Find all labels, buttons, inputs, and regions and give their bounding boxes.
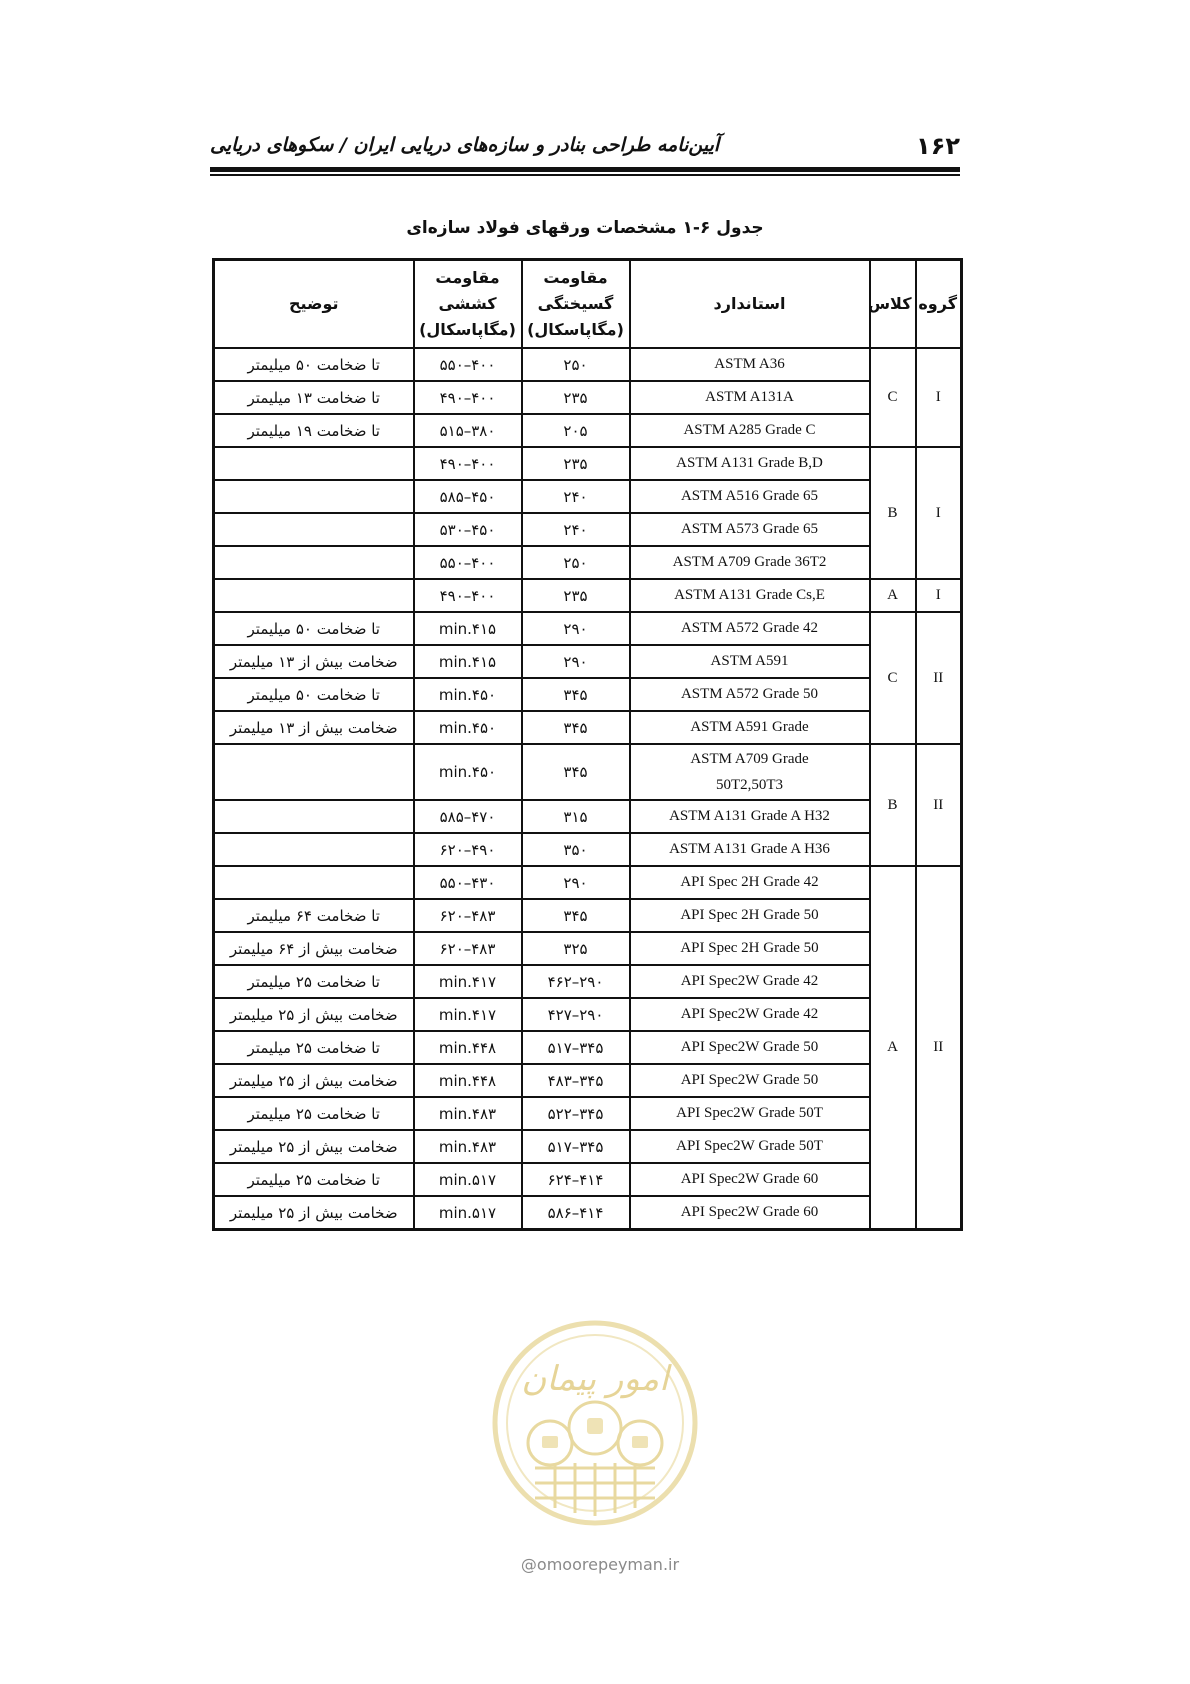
- tensile-cell: ۴۰۰–۵۵۰: [414, 348, 522, 381]
- tensile-cell: min.۴۵۰: [414, 744, 522, 800]
- table-row: [214, 414, 962, 447]
- tensile-cell: ۳۸۰–۵۱۵: [414, 414, 522, 447]
- standard-cell: ASTM A131 Grade A H32: [630, 800, 870, 833]
- yield-cell: ۲۹۰–۴۲۷: [522, 998, 630, 1031]
- note-cell: [214, 866, 414, 899]
- note-cell: [214, 744, 414, 800]
- note-cell: تا ضخامت ۵۰ میلیمتر: [214, 348, 414, 381]
- yield-cell: ۳۴۵: [522, 899, 630, 932]
- standard-cell: API Spec2W Grade 50T: [630, 1097, 870, 1130]
- note-cell: [214, 833, 414, 866]
- standard-cell: ASTM A131 Grade B,D: [630, 447, 870, 480]
- yield-cell: ۲۵۰: [522, 546, 630, 579]
- yield-cell: ۳۴۵–۵۱۷: [522, 1031, 630, 1064]
- yield-cell: ۴۱۴–۵۸۶: [522, 1196, 630, 1230]
- yield-cell: ۳۴۵–۵۱۷: [522, 1130, 630, 1163]
- watermark-url: @omoorepeyman.ir: [520, 1555, 680, 1574]
- tensile-cell: ۴۵۰–۵۳۰: [414, 513, 522, 546]
- standard-cell: ASTM A131A: [630, 381, 870, 414]
- tensile-cell: ۴۰۰–۴۹۰: [414, 381, 522, 414]
- class-cell: A: [870, 579, 916, 612]
- tensile-cell: min.۴۸۳: [414, 1130, 522, 1163]
- table-row: [214, 645, 962, 678]
- tensile-cell: min.۴۱۷: [414, 998, 522, 1031]
- table-row: [214, 1130, 962, 1163]
- tensile-cell: ۴۵۰–۵۸۵: [414, 480, 522, 513]
- yield-cell: ۲۹۰: [522, 645, 630, 678]
- yield-cell: ۳۵۰: [522, 833, 630, 866]
- note-cell: [214, 579, 414, 612]
- table-row: [214, 1031, 962, 1064]
- table-row: [214, 965, 962, 998]
- yield-cell: ۲۹۰: [522, 866, 630, 899]
- table-row: [214, 866, 962, 899]
- tensile-cell: ۴۷۰–۵۸۵: [414, 800, 522, 833]
- tensile-cell: min.۴۴۸: [414, 1031, 522, 1064]
- note-cell: ضخامت بیش از ۶۴ میلیمتر: [214, 932, 414, 965]
- header-rule-thick: [210, 167, 960, 172]
- note-cell: ضخامت بیش از ۱۳ میلیمتر: [214, 645, 414, 678]
- standard-cell: ASTM A36: [630, 348, 870, 381]
- yield-cell: ۲۹۰: [522, 612, 630, 645]
- table-row: [214, 711, 962, 744]
- standard-cell: ASTM A573 Grade 65: [630, 513, 870, 546]
- note-cell: [214, 513, 414, 546]
- watermark-logo: [490, 1318, 700, 1528]
- tensile-cell: min.۴۵۰: [414, 711, 522, 744]
- table-row: [214, 899, 962, 932]
- standard-cell: ASTM A709 Grade 36T2: [630, 546, 870, 579]
- tensile-cell: min.۴۱۷: [414, 965, 522, 998]
- group-cell: II: [916, 866, 962, 1230]
- standard-cell: API Spec2W Grade 42: [630, 998, 870, 1031]
- note-cell: ضخامت بیش از ۲۵ میلیمتر: [214, 1196, 414, 1230]
- standard-cell: API Spec 2H Grade 42: [630, 866, 870, 899]
- table-caption: جدول ۶-۱ مشخصات ورقهای فولاد سازه‌ای: [406, 218, 764, 238]
- tensile-cell: min.۵۱۷: [414, 1163, 522, 1196]
- note-cell: ضخامت بیش از ۲۵ میلیمتر: [214, 998, 414, 1031]
- group-cell: I: [916, 579, 962, 612]
- header-note: توضیح: [214, 260, 414, 349]
- table-row: [214, 998, 962, 1031]
- yield-cell: ۲۹۰–۴۶۲: [522, 965, 630, 998]
- note-cell: [214, 480, 414, 513]
- table-row: [214, 932, 962, 965]
- table-body: [214, 348, 962, 1230]
- standard-cell: ASTM A285 Grade C: [630, 414, 870, 447]
- yield-cell: ۲۵۰: [522, 348, 630, 381]
- table-row: [214, 678, 962, 711]
- note-cell: ضخامت بیش از ۱۳ میلیمتر: [214, 711, 414, 744]
- note-cell: تا ضخامت ۶۴ میلیمتر: [214, 899, 414, 932]
- yield-cell: ۳۴۵: [522, 711, 630, 744]
- yield-cell: ۳۴۵–۵۲۲: [522, 1097, 630, 1130]
- yield-cell: ۳۲۵: [522, 932, 630, 965]
- header-yield: [522, 260, 630, 349]
- class-cell: A: [870, 866, 916, 1230]
- class-cell: C: [870, 348, 916, 447]
- table-row: [214, 1097, 962, 1130]
- note-cell: ضخامت بیش از ۲۵ میلیمتر: [214, 1064, 414, 1097]
- table-row: [214, 1196, 962, 1230]
- header-tensile-text: مقاومت کششی (مگاپاسکال): [419, 268, 516, 339]
- note-cell: تا ضخامت ۲۵ میلیمتر: [214, 1097, 414, 1130]
- table-row: [214, 579, 962, 612]
- note-cell: تا ضخامت ۵۰ میلیمتر: [214, 678, 414, 711]
- table-row: [214, 612, 962, 645]
- tensile-cell: ۴۳۰–۵۵۰: [414, 866, 522, 899]
- standard-cell: API Spec 2H Grade 50: [630, 899, 870, 932]
- standard-cell: API Spec2W Grade 50: [630, 1031, 870, 1064]
- steel-plate-specs-table: [212, 258, 963, 1231]
- header-yield-text: مقاومت گسیختگی (مگاپاسکال): [527, 268, 624, 339]
- tensile-cell: ۴۰۰–۵۵۰: [414, 546, 522, 579]
- group-cell: II: [916, 744, 962, 866]
- header-group: گروه: [916, 260, 962, 349]
- standard-cell: ASTM A131 Grade A H36: [630, 833, 870, 866]
- tensile-cell: min.۴۱۵: [414, 645, 522, 678]
- standard-cell: ASTM A572 Grade 50: [630, 678, 870, 711]
- tensile-cell: min.۴۴۸: [414, 1064, 522, 1097]
- standard-cell: API Spec2W Grade 60: [630, 1196, 870, 1230]
- standard-cell: ASTM A591 Grade: [630, 711, 870, 744]
- note-cell: تا ضخامت ۱۹ میلیمتر: [214, 414, 414, 447]
- note-cell: [214, 800, 414, 833]
- table-row: [214, 513, 962, 546]
- yield-cell: ۳۱۵: [522, 800, 630, 833]
- page-number: ۱۶۲: [916, 132, 960, 160]
- standard-cell: API Spec2W Grade 50T: [630, 1130, 870, 1163]
- note-cell: تا ضخامت ۲۵ میلیمتر: [214, 965, 414, 998]
- table-row: [214, 546, 962, 579]
- standard-cell: API Spec 2H Grade 50: [630, 932, 870, 965]
- page-header: [210, 128, 960, 168]
- tensile-cell: min.۴۸۳: [414, 1097, 522, 1130]
- header-standard: استاندارد: [630, 260, 870, 349]
- standard-cell: [630, 744, 870, 800]
- yield-cell: ۲۳۵: [522, 579, 630, 612]
- note-cell: [214, 447, 414, 480]
- yield-cell: ۳۴۵–۴۸۳: [522, 1064, 630, 1097]
- tensile-cell: ۴۸۳–۶۲۰: [414, 899, 522, 932]
- tensile-cell: ۴۰۰–۴۹۰: [414, 447, 522, 480]
- yield-cell: ۲۳۵: [522, 381, 630, 414]
- table-row: [214, 381, 962, 414]
- header-rule-thin: [210, 174, 960, 176]
- tensile-cell: ۴۹۰–۶۲۰: [414, 833, 522, 866]
- standard-cell: API Spec2W Grade 50: [630, 1064, 870, 1097]
- yield-cell: ۲۳۵: [522, 447, 630, 480]
- note-cell: تا ضخامت ۲۵ میلیمتر: [214, 1163, 414, 1196]
- note-cell: ضخامت بیش از ۲۵ میلیمتر: [214, 1130, 414, 1163]
- tensile-cell: min.۴۵۰: [414, 678, 522, 711]
- group-cell: I: [916, 348, 962, 447]
- class-cell: B: [870, 744, 916, 866]
- running-title: آیین‌نامه طراحی بنادر و سازه‌های دریایی ایران / سکوهای دریایی: [210, 134, 720, 156]
- table-row: [214, 800, 962, 833]
- standard-cell: API Spec2W Grade 60: [630, 1163, 870, 1196]
- table-header-row: [214, 260, 962, 349]
- note-cell: تا ضخامت ۵۰ میلیمتر: [214, 612, 414, 645]
- standard-text: ASTM A709 Grade 50T2,50T3: [690, 751, 809, 793]
- note-cell: [214, 546, 414, 579]
- tensile-cell: ۴۸۳–۶۲۰: [414, 932, 522, 965]
- table-row: [214, 833, 962, 866]
- yield-cell: ۲۴۰: [522, 513, 630, 546]
- header-tensile: [414, 260, 522, 349]
- tensile-cell: min.۴۱۵: [414, 612, 522, 645]
- class-cell: C: [870, 612, 916, 744]
- yield-cell: ۲۴۰: [522, 480, 630, 513]
- header-class: کلاس: [870, 260, 916, 349]
- table-row: [214, 744, 962, 800]
- standard-cell: ASTM A516 Grade 65: [630, 480, 870, 513]
- tensile-cell: ۴۰۰–۴۹۰: [414, 579, 522, 612]
- table-row: [214, 348, 962, 381]
- group-cell: II: [916, 612, 962, 744]
- yield-cell: ۴۱۴–۶۲۴: [522, 1163, 630, 1196]
- yield-cell: ۲۰۵: [522, 414, 630, 447]
- table-row: [214, 1163, 962, 1196]
- standard-cell: ASTM A572 Grade 42: [630, 612, 870, 645]
- class-cell: B: [870, 447, 916, 579]
- group-cell: I: [916, 447, 962, 579]
- standard-cell: ASTM A131 Grade Cs,E: [630, 579, 870, 612]
- watermark-emblem-icon: [490, 1318, 700, 1528]
- yield-cell: ۳۴۵: [522, 744, 630, 800]
- table-row: [214, 447, 962, 480]
- tensile-cell: min.۵۱۷: [414, 1196, 522, 1230]
- watermark-logo-text: امور پیمان: [521, 1359, 669, 1399]
- note-cell: تا ضخامت ۱۳ میلیمتر: [214, 381, 414, 414]
- note-cell: تا ضخامت ۲۵ میلیمتر: [214, 1031, 414, 1064]
- table-row: [214, 480, 962, 513]
- standard-cell: API Spec2W Grade 42: [630, 965, 870, 998]
- yield-cell: ۳۴۵: [522, 678, 630, 711]
- standard-cell: ASTM A591: [630, 645, 870, 678]
- table-row: [214, 1064, 962, 1097]
